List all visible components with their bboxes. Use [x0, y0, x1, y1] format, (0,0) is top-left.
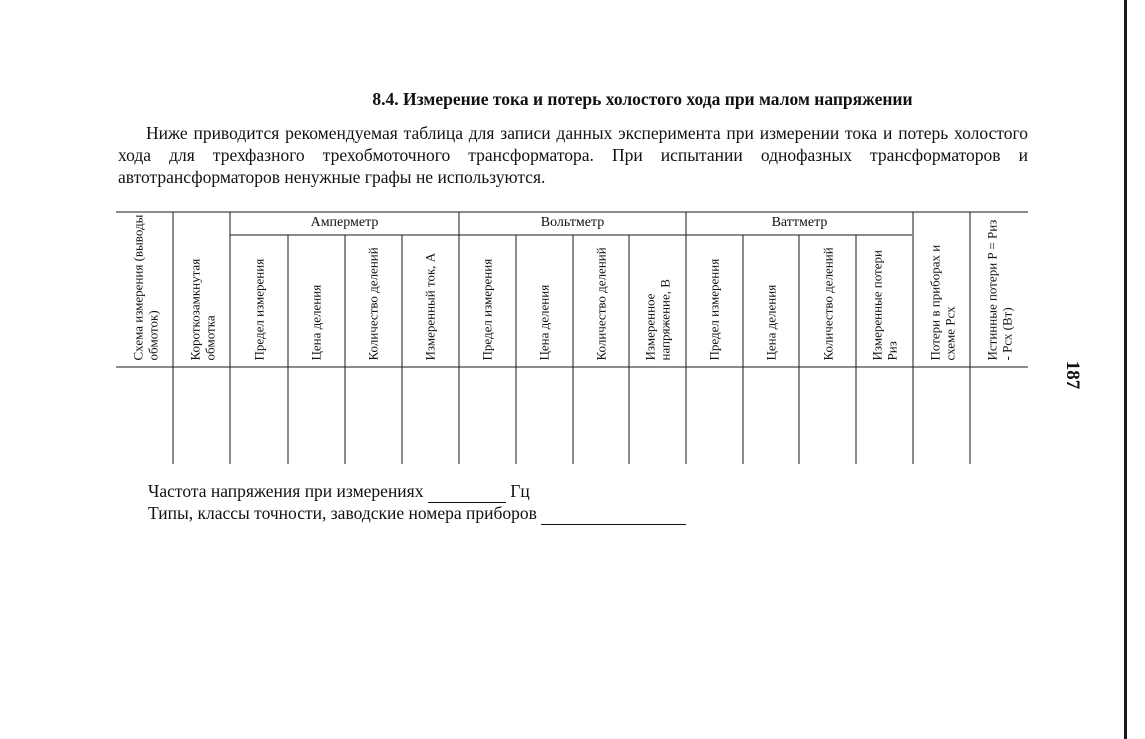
col-header-wattmeter-division: Цена деления	[763, 284, 779, 361]
col-header-ammeter-range: Предел измерения	[251, 258, 267, 361]
instruments-blank-field	[541, 502, 686, 525]
frequency-unit: Гц	[510, 481, 530, 501]
col-header-measurement-scheme: Схема измерения (выводы обмоток)	[130, 214, 160, 361]
col-header-wattmeter-range: Предел измерения	[706, 258, 722, 361]
page-edge-rule	[1124, 0, 1127, 739]
instruments-line	[148, 502, 686, 525]
col-header-ammeter-count: Количество делений	[365, 247, 381, 361]
frequency-blank-field	[428, 480, 506, 503]
col-header-measured-losses: Измеренные потери Pиз	[869, 250, 899, 361]
col-header-measured-current: Измеренный ток, А	[422, 252, 438, 361]
col-header-instrument-losses: Потери в приборах и схеме Pсх	[927, 244, 957, 361]
col-header-shorted-winding: Короткозамкнутая обмотка	[187, 258, 217, 361]
group-header-ammeter: Амперметр	[310, 215, 379, 230]
frequency-line	[148, 480, 530, 503]
col-header-voltmeter-division: Цена деления	[536, 284, 552, 361]
col-header-voltmeter-count: Количество делений	[593, 247, 609, 361]
col-header-ammeter-division: Цена деления	[308, 284, 324, 361]
page-number: 187	[1062, 360, 1083, 390]
group-header-wattmeter: Ваттметр	[771, 215, 828, 230]
instruments-label: Типы, классы точности, заводские номера приборов	[148, 503, 537, 523]
intro-paragraph: Ниже приводится рекомендуемая таблица для записи данных эксперимента при измерении тока и потерь холостого хода для трехфазного трехобмоточного трансформатора. При испытании однофазных трансформаторов и автотрансформаторов ненужные графы не используются.	[118, 123, 1028, 187]
frequency-label: Частота напряжения при измерениях	[148, 481, 424, 501]
col-header-true-losses: Истинные потери P = Pиз - Pсх (Вт)	[984, 219, 1014, 361]
col-header-voltmeter-range: Предел измерения	[479, 258, 495, 361]
group-header-voltmeter: Вольтметр	[540, 215, 605, 230]
col-header-measured-voltage: Измеренное напряжение, В	[642, 279, 672, 361]
measurement-table	[116, 211, 1028, 464]
col-header-wattmeter-count: Количество делений	[820, 247, 836, 361]
section-heading: 8.4. Измерение тока и потерь холостого хода при малом напряжении	[372, 89, 913, 109]
